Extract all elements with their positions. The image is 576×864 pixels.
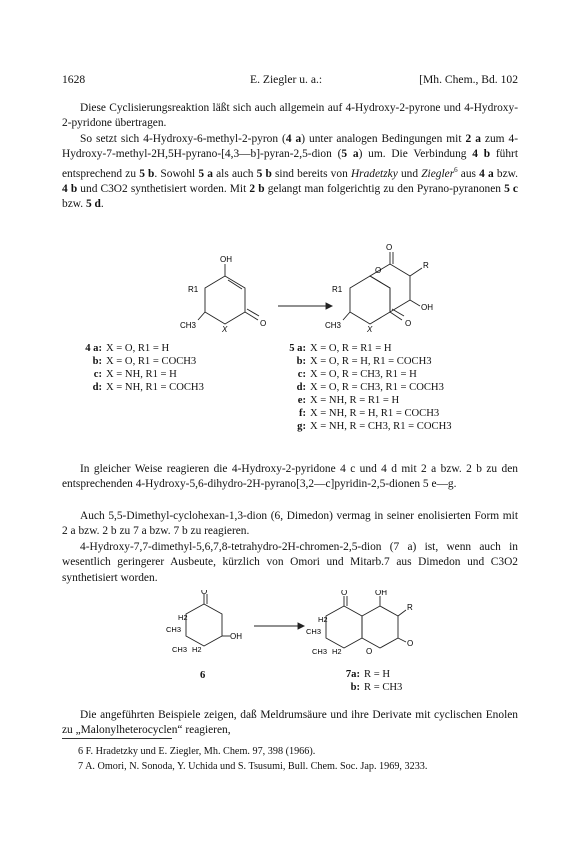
label-4a: 4 a: X = O, R1 = H bbox=[85, 343, 170, 354]
labels-compound-4 bbox=[76, 342, 204, 394]
atom-ch3b-6: CH3 bbox=[172, 645, 188, 654]
atom-h2b-7: H2 bbox=[332, 647, 342, 656]
atom-o-7: O bbox=[341, 590, 348, 597]
paragraph-1: Diese Cyclisierungsreaktion läßt sich auch allgemein auf 4-Hydroxy-2-pyrone und 4-Hydroxy-2-pyridone übertragen. bbox=[62, 102, 518, 130]
atom-ch3b-7: CH3 bbox=[312, 647, 328, 656]
header-journal: [Mh. Chem., Bd. 102 bbox=[419, 73, 518, 86]
header-authors: E. Ziegler u. a.: bbox=[250, 73, 323, 86]
paragraph-2: So setzt sich 4-Hydroxy-6-methyl-2-pyron (4 a) unter analogen Bedingungen mit 2 a zum 4-Hydroxy-7-methyl-2H,5H-pyrano-[4,3—b]-pyran-2,5-dion (5 a) um. Die Verbindung 4 b führt entsprechend zu 5 b. Sowohl 5 a als auch 5 b sind bereits von Hradetzky und Ziegler$^6$ aus 4 a bzw. 4 b und C3O2 synthetisiert worden. Mit 2 b gelangt man folgerichtig zu den Pyrano-pyranonen 5 c bzw. 5 d. bbox=[62, 133, 519, 210]
label-7b: b: R = CH3 bbox=[350, 682, 403, 693]
paragraph-5: 4-Hydroxy-7,7-dimethyl-5,6,7,8-tetrahydro-2H-chromen-2,5-dion (7 a) ist, wenn auch in wesentlich geringerer Ausbeute, kürzlich von Omori und Mitarb.7 aus Dimedon und C3O2 synthetisiert worden. bbox=[62, 541, 518, 584]
scheme-1-structures bbox=[150, 240, 450, 340]
atom-h2a-6: H2 bbox=[178, 613, 188, 622]
label-4d: d: X = NH, R1 = COCH3 bbox=[92, 382, 204, 393]
atom-o-6: O bbox=[201, 590, 208, 596]
atom-o-top: O bbox=[386, 243, 393, 252]
labels-compound-7 bbox=[334, 668, 402, 694]
atom-h2b-6: H2 bbox=[192, 645, 202, 654]
footnote-7: 7 A. Omori, N. Sonoda, Y. Uchida und S. Tsusumi, Bull. Chem. Soc. Jap. 1969, 3233. bbox=[78, 761, 428, 772]
atom-oh-right: OH bbox=[421, 303, 433, 312]
label-4c: c: X = NH, R1 = H bbox=[93, 369, 177, 380]
atom-x-right: X bbox=[367, 325, 373, 334]
atom-x: X bbox=[222, 325, 228, 334]
label-5g: g: X = NH, R = CH3, R1 = COCH3 bbox=[297, 421, 452, 432]
atom-ch3a-7: CH3 bbox=[306, 627, 322, 636]
atom-r1-right: R1 bbox=[332, 285, 343, 294]
label-5d: d: X = O, R = CH3, R1 = COCH3 bbox=[296, 382, 444, 393]
atom-o: O bbox=[260, 319, 267, 328]
atom-o-ring: O bbox=[375, 266, 382, 275]
label-5e: e: X = NH, R = R1 = H bbox=[297, 395, 400, 406]
structure-5 bbox=[343, 252, 422, 324]
label-5b: b: X = O, R = H, R1 = COCH3 bbox=[296, 356, 432, 367]
structure-7 bbox=[326, 596, 406, 648]
reaction-arrow bbox=[278, 303, 332, 309]
label-7a: 7a: R = H bbox=[345, 669, 390, 680]
atom-ch3: CH3 bbox=[180, 321, 197, 330]
paragraph-3: In gleicher Weise reagieren die 4-Hydroxy-2-pyridone 4 c und 4 d mit 2 a bzw. 2 b zu den entsprechenden 4-Hydroxy-5,6-dihydro-2H-pyrano[3,2—c]pyridin-2,5-dionen 5 e—g. bbox=[62, 463, 518, 491]
page-number: 1628 bbox=[62, 73, 86, 86]
compound-6-label: 6 bbox=[200, 670, 206, 681]
atom-r-7: R bbox=[407, 603, 413, 612]
atom-ch3-right: CH3 bbox=[325, 321, 342, 330]
footnote-6: 6 F. Hradetzky und E. Ziegler, Mh. Chem. 97, 398 (1966). bbox=[78, 746, 316, 757]
footnote-rule bbox=[62, 738, 172, 739]
atom-r: R bbox=[423, 261, 429, 270]
labels-compound-5 bbox=[280, 342, 452, 433]
atom-oh-6: OH bbox=[230, 632, 242, 641]
atom-o-right: O bbox=[405, 319, 412, 328]
reaction-arrow-2 bbox=[254, 623, 304, 629]
label-5a: 5 a: X = O, R = R1 = H bbox=[289, 343, 392, 354]
atom-o-ring-7: O bbox=[366, 647, 373, 656]
atom-h2a-7: H2 bbox=[318, 615, 328, 624]
atom-o2-7: O bbox=[407, 639, 414, 648]
label-4b: b: X = O, R1 = COCH3 bbox=[92, 356, 197, 367]
atom-oh: OH bbox=[220, 255, 232, 264]
paragraph-4: Auch 5,5-Dimethyl-cyclohexan-1,3-dion (6, Dimedon) vermag in seiner enolisierten Form mit 2 a bzw. 2 b zu 7 a bzw. 7 b zu reagieren. bbox=[62, 510, 518, 538]
atom-oh-7: OH bbox=[375, 590, 387, 597]
atom-ch3a-6: CH3 bbox=[166, 625, 182, 634]
atom-r1: R1 bbox=[188, 285, 199, 294]
scheme-2-structures bbox=[150, 590, 450, 670]
label-5f: f: X = NH, R = H, R1 = COCH3 bbox=[298, 408, 440, 419]
label-5c: c: X = O, R = CH3, R1 = H bbox=[297, 369, 417, 380]
structure-4 bbox=[198, 264, 259, 324]
structure-6 bbox=[186, 594, 230, 646]
paragraph-6: Die angeführten Beispiele zeigen, daß Meldrumsäure und ihre Derivate mit cyclischen Enolen zu „Malonylheterocyclen“ reagieren, bbox=[62, 709, 518, 737]
